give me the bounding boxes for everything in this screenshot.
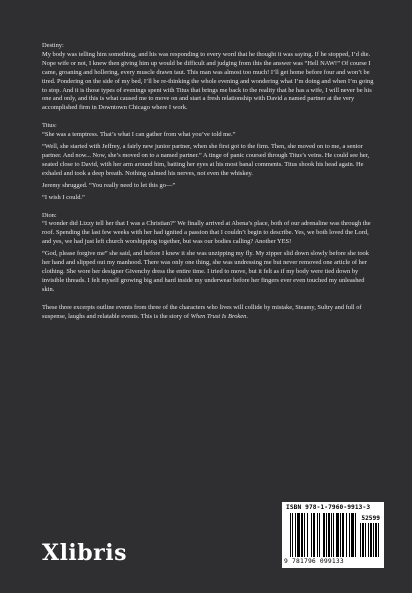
excerpt-paragraph: “God, please forgive me” she said, and before I knew it she was unzipping my fly. My zipper slid down slowly before she took her hand and slipped out my manhood. There was only one thing, she was undressing me but never removed one article of her clothing. She wore her designer Givenchy dress the entire time. I tried to move, but it felt as if my body were tied down by invisible threads. I felt myself growing big and hard inside my underwear before her fingers ever even touched my unleashed skin. [42,250,369,293]
excerpt-paragraph: “I wish I could.” [42,193,85,201]
addon-barcode-bars [360,523,380,557]
excerpt-paragraph: “She was a temptress. That’s what I can gather from what you’ve told me.” [42,131,236,139]
speaker-label: Titus: [42,122,57,130]
excerpt-dion [42,212,377,295]
excerpt-titus [42,122,377,202]
excerpt-paragraph: “I wonder did Lizzy tell her that I was a Christian?” We finally arrived at Abena’s place, both of our adrenaline was through the roof. Spending the last few weeks with her had ignited a passion that I couldn’t begin to describe. Yes, we both loved the Lord, and yes, we had just left church worshipping together, but was our bodies calling? Another YES! [42,220,371,246]
price-code: 52599 [361,515,380,522]
excerpt-destiny [42,42,377,113]
speaker-label: Destiny: [42,42,64,49]
excerpt-paragraph: Jeremy shrugged. “You really need to let this go—” [42,181,176,189]
publisher-logo: Xlibris [42,540,128,566]
excerpt-paragraph: “Well, she started with Jeffrey, a fairly new junior partner, when she first got to the firm. Then, she moved on to me, a senior partner. And now... Now, she’s moved on to a named partner.” A tinge of panic coursed through Titus’s veins. He could see her, seated close to David, with her arm around him, batting her eyes at his most banal comments. Titus shook his head again. He exhaled and took a deep breath. Nothing calmed his nerves, not even the whiskey. [42,143,370,177]
ean-number: 9 781796 099133 [284,558,344,565]
book-title: When Trust Is Broken [190,312,247,320]
excerpt-paragraph: My body was telling him something, and his was responding to every word that he thought it was saying. If he stopped, I’d die. Nope wife or not, I knew then giving him up would be difficult and judging from this the answer was “Hell NAW!” Of course I came, groaning and hollering, every muscle drawn taut. This man was almost too much! I’ll get home before four and won’t be tired. Pondering on the side of my bed, I’ll be re-thinking the whole evening and wondering what I’m doing and when I’m going to stop. And it is those types of evenings spent with Titus that brings me back to the reality that he has a wife, I will never be his one and only, and this is what caused me to move on and start a fresh relationship with David a named partner at the very accomplished firm in Downtown Chicago where I work. [42,50,374,112]
closing-text: These three excerpts outline events from three of the characters who lives will collide by mistake, Steamy, Sultry and full of suspense, laughs and relatable events. This is the story of [42,303,362,320]
barcode-bars [290,513,356,557]
back-cover-text [42,42,377,324]
speaker-label: Dion: [42,211,57,219]
isbn-barcode [282,502,384,568]
closing-summary [42,304,377,322]
isbn-number: ISBN 978-1-7960-9913-3 [286,504,371,511]
closing-period: . [246,312,248,320]
